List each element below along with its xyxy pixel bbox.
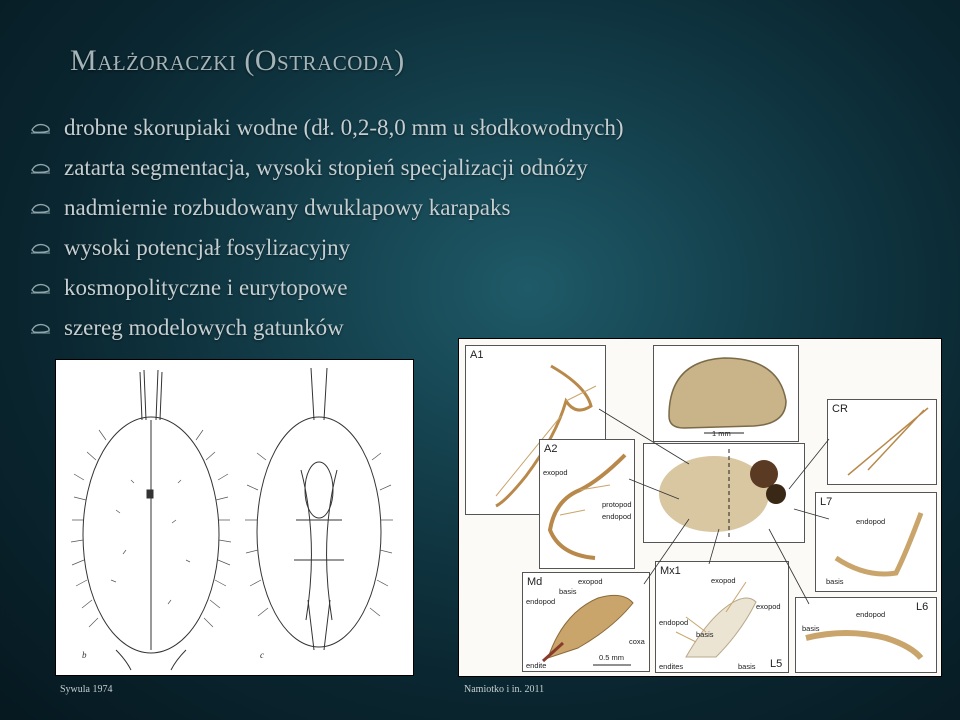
title-paren-close: )	[394, 44, 405, 77]
panel-label-a1: A1	[470, 349, 484, 361]
bullet-text: nadmiernie rozbudowany dwuklapowy karapaks	[64, 195, 511, 220]
bullet-text: wysoki potencjał fosylizacyjny	[64, 235, 351, 260]
carapace-drawings	[56, 360, 413, 675]
ornate-bullet-icon	[30, 201, 52, 215]
bullet-item	[30, 108, 624, 148]
carapace-dorsal-view	[83, 370, 219, 670]
body-image	[644, 444, 804, 542]
bullet-text: szereg modelowych gatunków	[64, 315, 344, 340]
panel-label-cr: CR	[832, 403, 848, 415]
bullet-item	[30, 148, 624, 188]
label-basis-mx1-bottom: basis	[738, 662, 756, 671]
panel-l6	[795, 597, 937, 673]
bullet-item	[30, 268, 624, 308]
title-paren-open: (	[236, 44, 255, 77]
title-second-rest: stracoda	[277, 44, 395, 77]
label-basis-md: basis	[559, 587, 577, 596]
scale-05mm: 0.5 mm	[599, 653, 625, 662]
label-exopod-mx1: exopod	[756, 602, 781, 611]
label-exopod-a2: exopod	[543, 468, 568, 477]
panel-label-mx1: Mx1	[660, 565, 681, 577]
ornate-bullet-icon	[30, 321, 52, 335]
bullet-item	[30, 188, 624, 228]
panel-mx1	[655, 561, 789, 673]
label-endopod-a2: endopod	[602, 512, 632, 521]
bullet-text: kosmopolityczne i eurytopowe	[64, 275, 348, 300]
panel-label-md: Md	[527, 576, 543, 588]
bullet-text: zatarta segmentacja, wysoki stopień specjalizacji odnóży	[64, 155, 588, 180]
ventral-bristles	[245, 453, 393, 616]
panel-a2	[539, 439, 635, 569]
bullet-item	[30, 228, 624, 268]
label-endite: endite	[526, 661, 547, 670]
label-basis-l6: basis	[802, 624, 820, 633]
label-c: c	[260, 650, 264, 660]
panel-md	[522, 572, 650, 672]
ornate-bullet-icon	[30, 241, 52, 255]
panel-cr	[827, 399, 937, 485]
label-b: b	[82, 650, 87, 660]
bullet-list	[30, 108, 624, 348]
label-endopod-l7: endopod	[856, 517, 886, 526]
carapace-drawing-figure	[55, 359, 414, 676]
label-basis-mx1: basis	[696, 630, 714, 639]
label-basis-l7: basis	[826, 577, 844, 586]
valve-image	[654, 346, 798, 441]
panel-label-l7: L7	[820, 496, 833, 508]
ornate-bullet-icon	[30, 161, 52, 175]
label-endopod-mx1: endopod	[659, 618, 689, 627]
appendage-photo-figure	[458, 338, 942, 677]
panel-valve	[653, 345, 799, 442]
panel-label-l6: L6	[916, 601, 929, 613]
title-first-rest: ałżoraczki	[97, 44, 237, 77]
label-endites: endites	[659, 662, 684, 671]
ornate-bullet-icon	[30, 281, 52, 295]
panel-l7	[815, 492, 937, 592]
label-endopod-l6: endopod	[856, 610, 886, 619]
label-endopod-md: endopod	[526, 597, 556, 606]
caption-right: Namiotko i in. 2011	[464, 684, 545, 695]
panel-body	[643, 443, 805, 543]
title-first-letter: M	[70, 44, 98, 77]
panel-label-a2: A2	[544, 443, 558, 455]
ornate-bullet-icon	[30, 121, 52, 135]
bullet-text: drobne skorupiaki wodne (dł. 0,2-8,0 mm u słodkowodnych)	[64, 115, 624, 140]
label-coxa: coxa	[629, 637, 645, 646]
caption-left: Sywula 1974	[60, 684, 113, 695]
carapace-ventral-view	[257, 368, 381, 650]
label-protopod: protopod	[602, 500, 632, 509]
label-exopod-mx1-top: exopod	[711, 576, 736, 585]
title-second-letter: O	[254, 44, 278, 77]
scale-1mm: 1 mm	[712, 429, 731, 438]
slide-title	[70, 44, 405, 78]
panel-label-l5: L5	[770, 658, 783, 670]
label-exopod-md: exopod	[578, 577, 603, 586]
